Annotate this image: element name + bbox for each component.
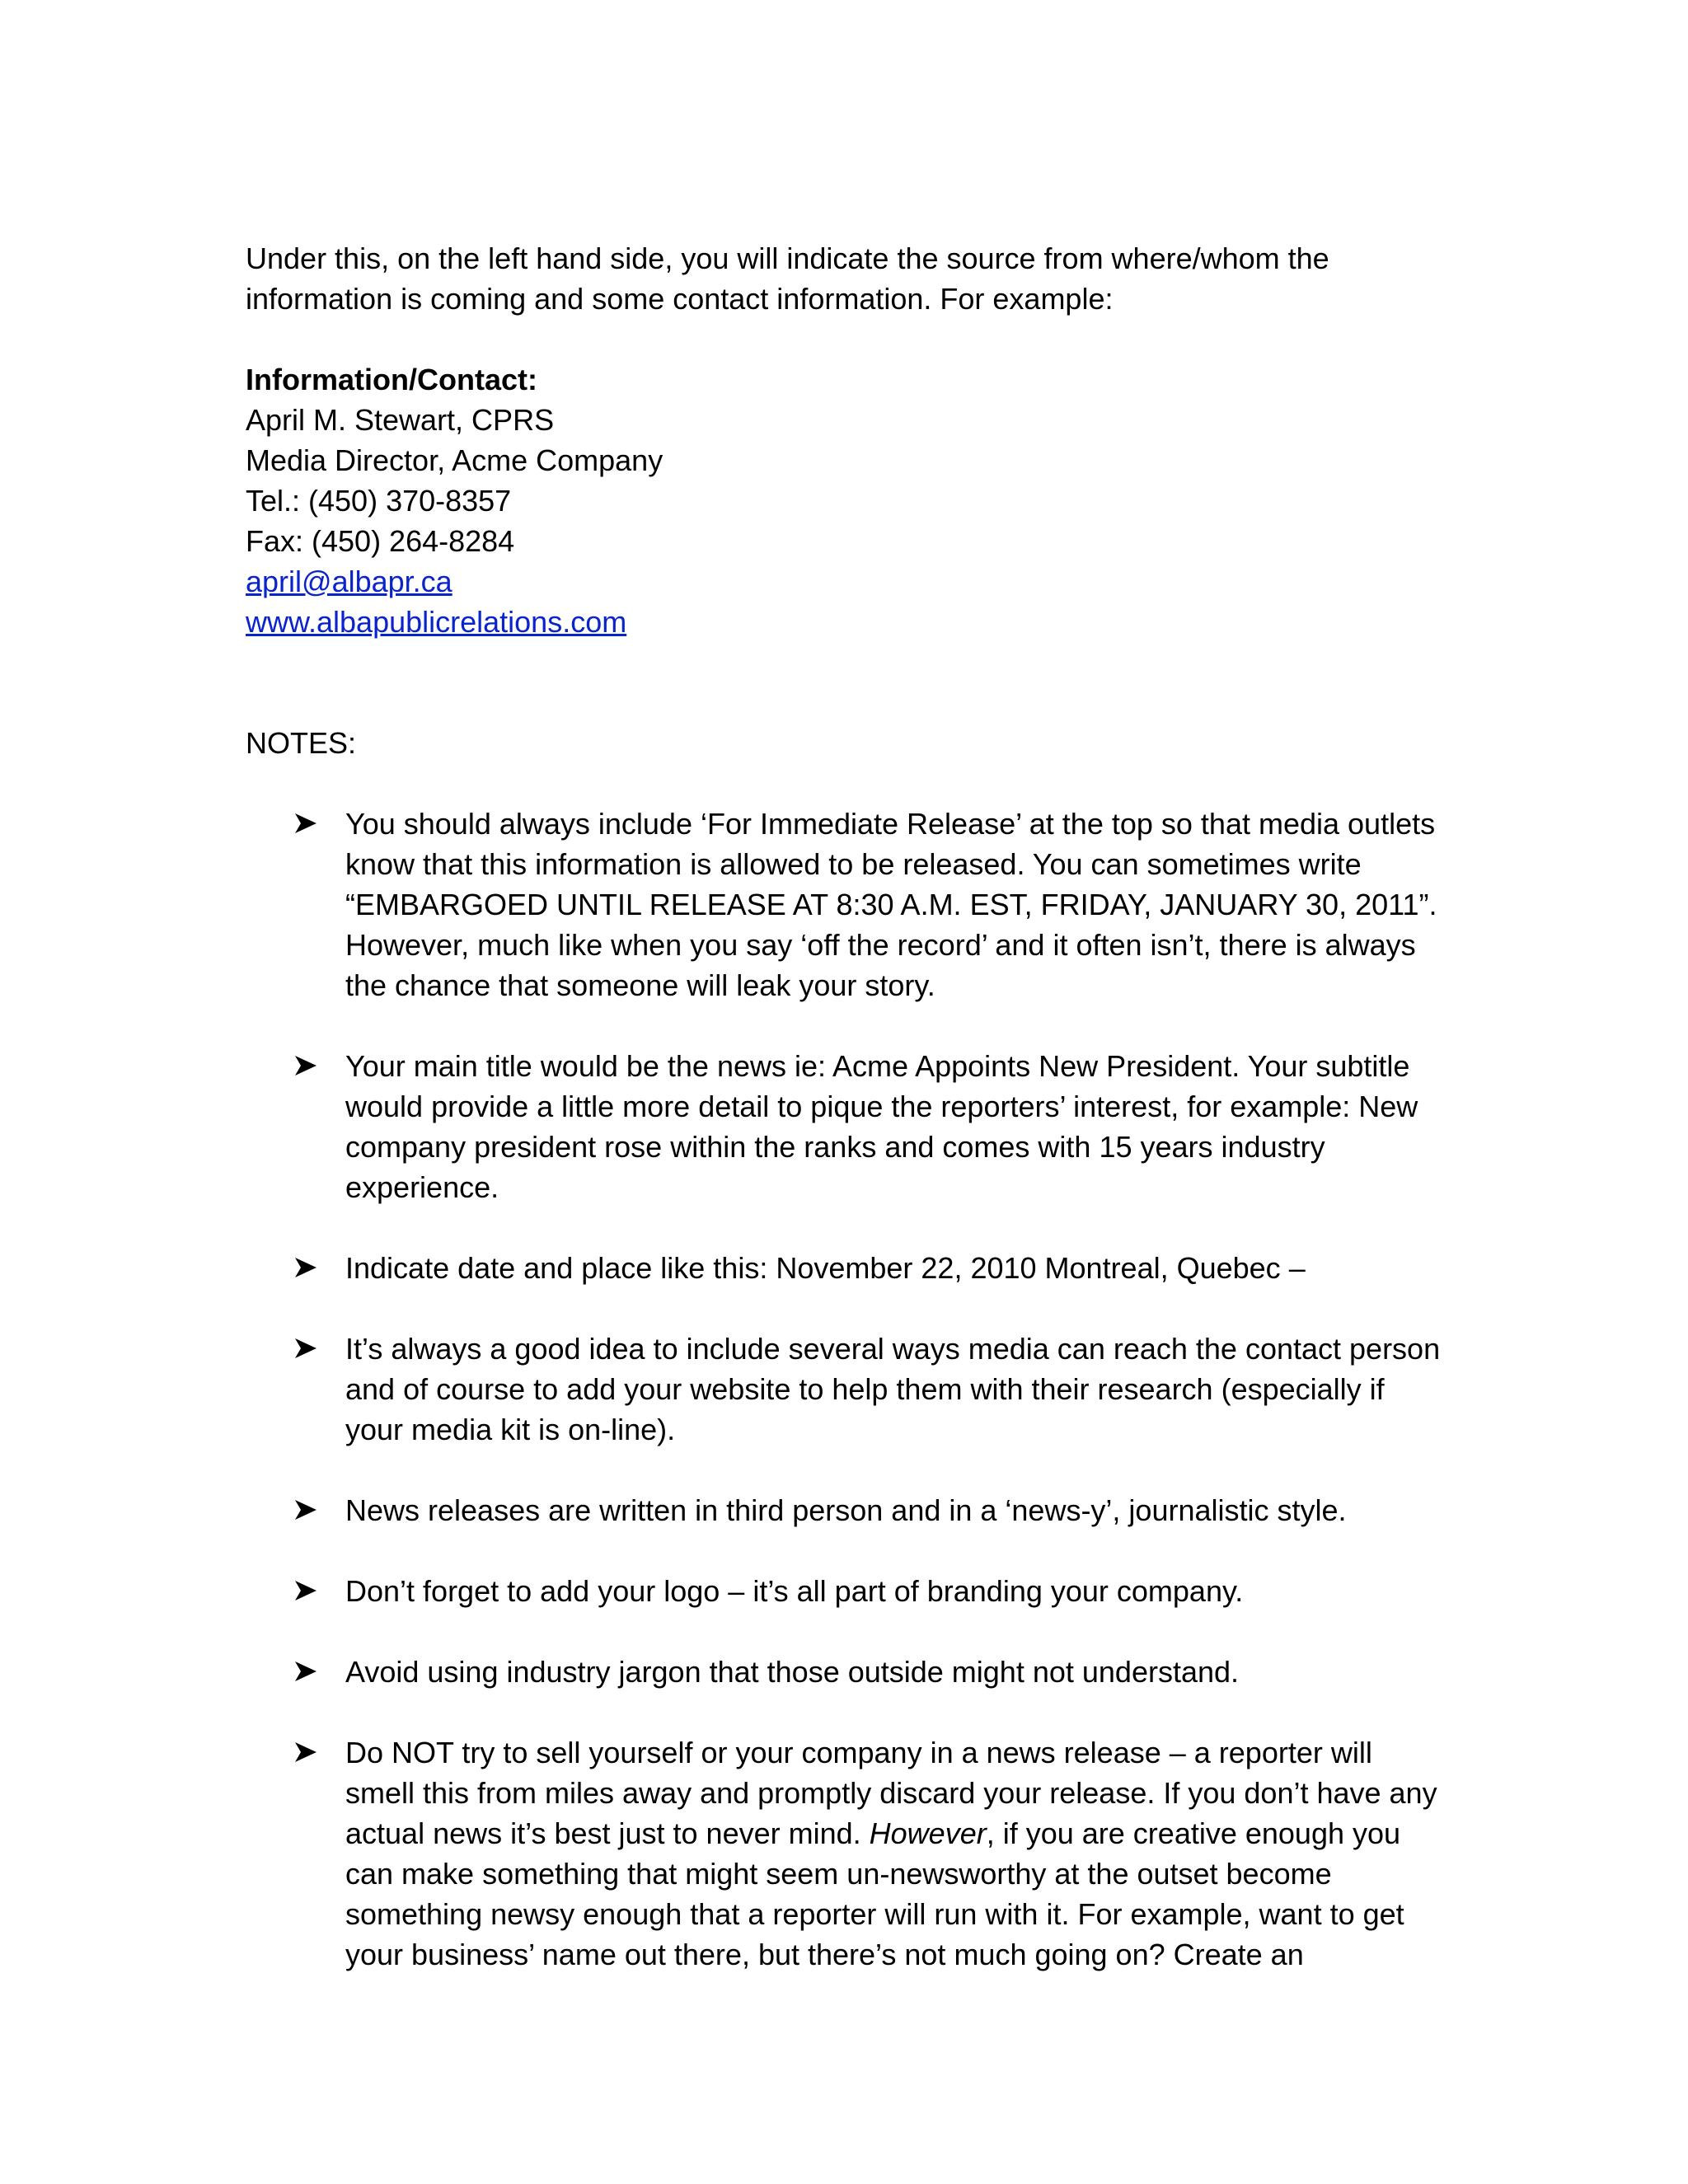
arrowhead-bullet-icon: [293, 1741, 318, 1764]
note-text: Your main title would be the news ie: Acme Appoints New President. Your subtitle would provide a little more detail to pique the reporters’ interest, for example: New company president rose within the ranks and comes with 15 years industry experience.: [345, 1049, 1418, 1204]
arrowhead-bullet-icon: [293, 1498, 318, 1521]
arrowhead-bullet-icon: [293, 1054, 318, 1077]
list-item: [246, 1571, 1449, 1611]
contact-heading: Information/Contact:: [246, 363, 537, 396]
list-item: [246, 1732, 1449, 1975]
list-item: [246, 804, 1449, 1005]
notes-heading: NOTES:: [246, 726, 357, 760]
list-item: [246, 1652, 1449, 1692]
arrowhead-bullet-icon: [293, 812, 318, 835]
list-item: [246, 1046, 1449, 1207]
notes-list: [246, 804, 1449, 1975]
note-text: You should always include ‘For Immediate Release’ at the top so that media outlets know that this information is allowed to be released. You can sometimes write “EMBARGOED UNTIL RELEASE AT 8:30 A.M. EST, FRIDAY, JANUARY 30, 2011”. However, much like when you say ‘off the record’ and it often isn’t, there is always the chance that someone will leak your story.: [345, 807, 1437, 1002]
note-text-emphasis: However: [869, 1816, 987, 1850]
contact-tel: Tel.: (450) 370-8357: [246, 484, 512, 518]
note-text-after: , if you are creative enough you can make something that might seem un-newsworthy at the outset become something newsy enough that a reporter will run with it. For example, want to get your business’ name out there, but there’s not much going on? Create an: [345, 1816, 1404, 1971]
contact-title: Media Director, Acme Company: [246, 443, 663, 477]
list-item: [246, 1248, 1449, 1288]
contact-email-link[interactable]: april@albapr.ca: [246, 565, 452, 598]
note-text: Indicate date and place like this: November 22, 2010 Montreal, Quebec –: [345, 1251, 1306, 1285]
arrowhead-bullet-icon: [293, 1256, 318, 1279]
list-item: [246, 1329, 1449, 1450]
note-text: News releases are written in third person and in a ‘news-y’, journalistic style.: [345, 1493, 1347, 1527]
note-text-before: Do NOT try to sell yourself or your company in a news release – a reporter will smell this from miles away and promptly discard your release. If you don’t have any actual news it’s best just to never mind.: [345, 1736, 1437, 1850]
contact-website-link[interactable]: www.albapublicrelations.com: [246, 605, 627, 639]
arrowhead-bullet-icon: [293, 1660, 318, 1683]
document-body: [246, 238, 1449, 1975]
arrowhead-bullet-icon: [293, 1579, 318, 1602]
note-text: Avoid using industry jargon that those outside might not understand.: [345, 1655, 1240, 1689]
intro-paragraph: Under this, on the left hand side, you will indicate the source from where/whom the information is coming and some contact information. For example:: [246, 241, 1329, 316]
note-text: Don’t forget to add your logo – it’s all part of branding your company.: [345, 1574, 1244, 1608]
note-text: It’s always a good idea to include several ways media can reach the contact person and of course to add your website to help them with their research (especially if your media kit is on-line).: [345, 1332, 1441, 1446]
contact-fax: Fax: (450) 264-8284: [246, 524, 515, 558]
contact-name: April M. Stewart, CPRS: [246, 403, 555, 437]
list-item: [246, 1490, 1449, 1530]
contact-block: [246, 359, 1449, 642]
note-text: [345, 1736, 1437, 1971]
arrowhead-bullet-icon: [293, 1337, 318, 1360]
